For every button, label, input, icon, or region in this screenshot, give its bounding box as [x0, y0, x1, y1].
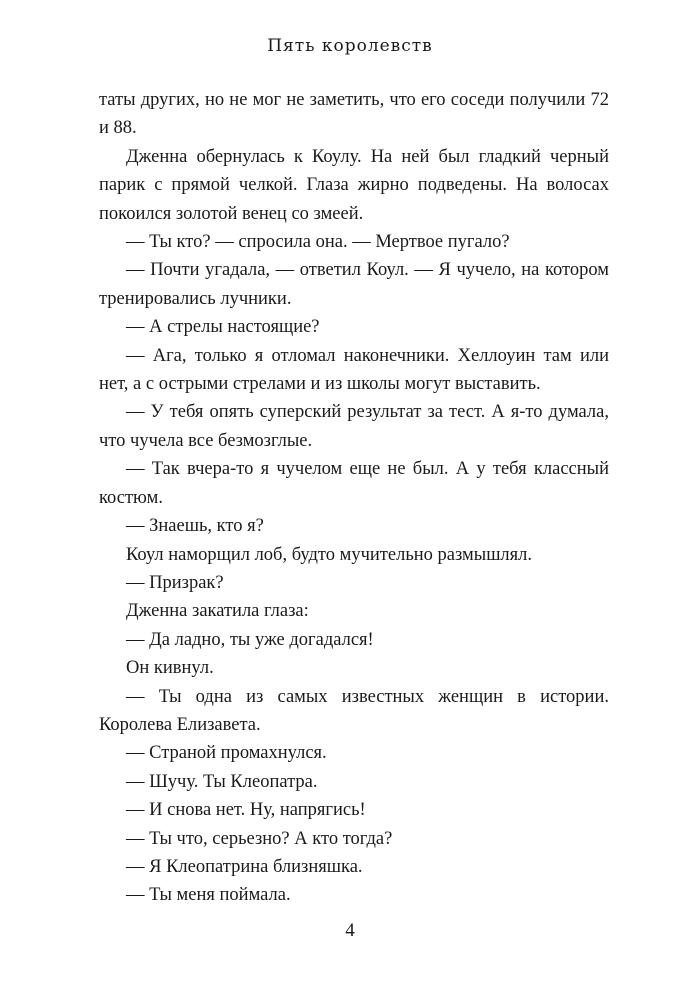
paragraph: таты других, но не мог не заметить, что его соседи получили 72 и 88. — [99, 90, 609, 139]
paragraph: Коул наморщил лоб, будто мучительно размышлял. — [126, 544, 533, 565]
paragraph: — Так вчера-то я чучелом еще не был. А у тебя классный костюм. — [99, 459, 609, 508]
paragraph: — Знаешь, кто я? — [126, 516, 264, 537]
page-number: 4 — [345, 920, 355, 941]
paragraph: — Ты что, серьезно? А кто тогда? — [126, 828, 393, 849]
running-title: Пять королевств — [267, 36, 433, 56]
paragraph: — Я Клеопатрина близняшка. — [126, 856, 363, 877]
paragraph: — Призрак? — [126, 572, 224, 593]
paragraph: — Страной промахнулся. — [126, 743, 327, 764]
paragraph: — Шучу. Ты Клеопатра. — [126, 771, 318, 792]
paragraph: — Почти угадала, — ответил Коул. — Я чучело, на котором тренировались лучники. — [99, 260, 609, 309]
paragraph: — И снова нет. Ну, напрягись! — [126, 800, 366, 821]
paragraph: — У тебя опять суперский результат за тест. А я-то думала, что чучела все безмозглые. — [99, 402, 609, 451]
paragraph: — А стрелы настоящие? — [126, 317, 320, 338]
paragraph: — Ты кто? — спросила она. — Мертвое пугало? — [126, 232, 510, 253]
paragraph: Дженна обернулась к Коулу. На ней был гладкий черный парик с прямой челкой. Глаза жирно подведены. На волосах покоился золотой венец со змеей. — [99, 146, 609, 224]
paragraph: — Ты меня поймала. — [126, 885, 291, 906]
paragraph: Он кивнул. — [126, 658, 214, 679]
body-text — [99, 86, 609, 910]
paragraph: — Ты одна из самых известных женщин в истории. Королева Елизавета. — [99, 686, 609, 735]
paragraph: — Да ладно, ты уже догадался! — [126, 629, 374, 650]
paragraph: — Ага, только я отломал наконечники. Хеллоуин там или нет, а с острыми стрелами и из школы могут выставить. — [99, 345, 609, 395]
paragraph: Дженна закатила глаза: — [126, 601, 309, 622]
